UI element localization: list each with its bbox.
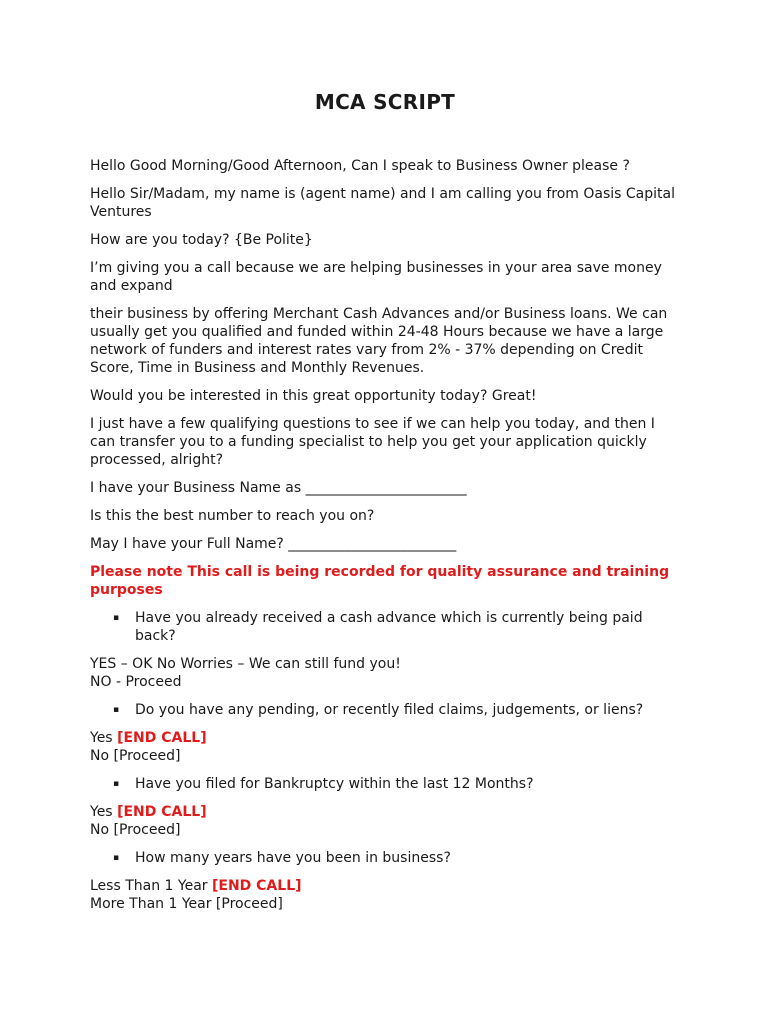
question-text: Do you have any pending, or recently filed claims, judgements, or liens?: [135, 702, 644, 718]
question-item: [90, 849, 680, 867]
end-call-label: [END CALL]: [117, 730, 207, 746]
best-number-paragraph: Is this the best number to reach you on?: [90, 508, 375, 524]
question-text: Have you already received a cash advance which is currently being paid back?: [135, 610, 643, 644]
square-bullet-icon: ▪: [113, 705, 120, 715]
answer-line-2: More Than 1 Year [Proceed]: [90, 896, 283, 912]
answer-text: Yes: [90, 730, 118, 746]
answer-text: Yes: [90, 804, 118, 820]
answer-line-2: NO - Proceed: [90, 674, 182, 690]
answer-line-2: No [Proceed]: [90, 822, 181, 838]
end-call-label: [END CALL]: [211, 878, 302, 894]
interest-paragraph: Would you be interested in this great opportunity today? Great!: [90, 388, 537, 404]
recording-note: Please note This call is being recorded for quality assurance and training purposes: [90, 564, 670, 598]
intro-paragraph: Hello Sir/Madam, my name is (agent name) and I am calling you from Oasis Capital Ventures: [90, 186, 675, 220]
question-item: [90, 701, 680, 719]
answer-line-1: [90, 655, 680, 673]
answer-line-1: [90, 729, 680, 747]
square-bullet-icon: ▪: [113, 779, 120, 789]
end-call-label: [END CALL]: [117, 804, 207, 820]
square-bullet-icon: ▪: [113, 853, 120, 863]
qualify-paragraph: I just have a few qualifying questions to see if we can help you today, and then I can transfer you to a funding specialist to help you get your application quickly processed, alright?: [90, 416, 655, 468]
answer-text: YES – OK No Worries – We can still fund you!: [90, 656, 401, 672]
square-bullet-icon: ▪: [113, 613, 120, 623]
business-name-paragraph: I have your Business Name as _______________________: [90, 480, 467, 496]
question-text: Have you filed for Bankruptcy within the last 12 Months?: [135, 776, 534, 792]
answer-block: [90, 803, 680, 839]
answer-line-1: [90, 877, 680, 895]
how-are-you-paragraph: How are you today? {Be Polite}: [90, 232, 313, 248]
question-item: [90, 775, 680, 793]
answer-line-2: No [Proceed]: [90, 748, 181, 764]
answer-block: [90, 877, 680, 913]
answer-block: [90, 729, 680, 765]
answer-text: Less Than 1 Year: [90, 878, 212, 894]
question-text: How many years have you been in business?: [135, 850, 451, 866]
answer-block: [90, 655, 680, 691]
greeting-paragraph: Hello Good Morning/Good Afternoon, Can I speak to Business Owner please ?: [90, 158, 630, 174]
answer-line-1: [90, 803, 680, 821]
reason-paragraph-1: I’m giving you a call because we are helping businesses in your area save money and expand: [90, 260, 662, 294]
document-title: MCA SCRIPT: [314, 90, 456, 114]
reason-paragraph-2: their business by offering Merchant Cash Advances and/or Business loans. We can usually get you qualified and funded within 24-48 Hours because we have a large network of funders and interest rates vary from 2% - 37% depending on Credit Score, Time in Business and Monthly Revenues.: [90, 306, 668, 376]
full-name-paragraph: May I have your Full Name? ________________________: [90, 536, 457, 552]
question-item: [90, 609, 680, 645]
